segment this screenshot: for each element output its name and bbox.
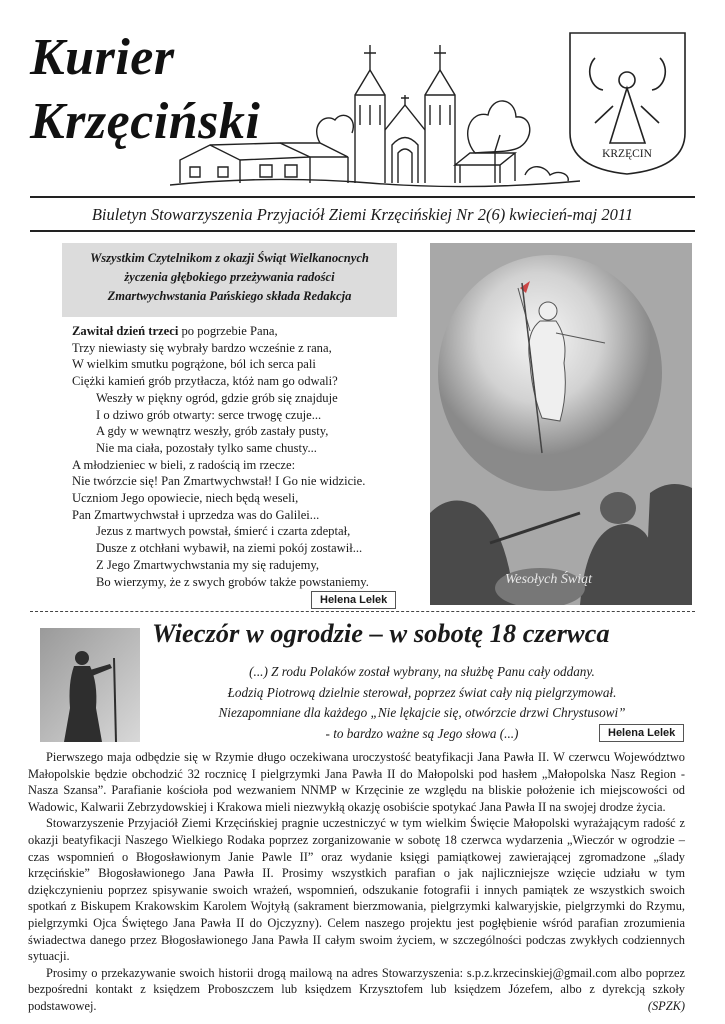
poem-line: Z Jego Zmartwychwstania my się radujemy, [96,557,320,572]
church-village-drawing [170,25,580,195]
article-closing-signature: (SPZK) [647,998,685,1013]
bulletin-subtitle: Biuletyn Stowarzyszenia Przyjaciół Ziemi Krzęcińskiej Nr 2(6) kwiecień-maj 2011 [91,205,634,224]
quote-line: - to bardzo ważne są Jego słowa (...) [325,725,519,741]
article-body [28,749,685,1015]
quote-signature: Helena Lelek [599,724,684,742]
poem-line: Weszły w piękny ogród, gdzie grób się znajduje [96,390,338,405]
poem-first-rest: po pogrzebie Pana, [178,324,278,338]
article-paragraph [28,965,685,1015]
easter-greeting-box [62,243,397,317]
poem-line: I o dziwo grób otwarty: serce trwogę czuje... [96,407,322,422]
masthead-title-line2: Krzęciński [30,93,261,150]
poem-line: Ciężki kamień grób przytłacza, któż nam go odwali? [72,374,338,389]
poem-line: Uczniom Jego opowiecie, niech będą weseli, [72,491,299,506]
article-paragraph-text: Prosimy o przekazywanie swoich historii drogą mailową na adres Stowarzyszenia: s.p.z.krzecinskiej@gmail.com albo poprzez bezpośredni kontakt z księdzem Proboszczem lub księdzem Krzysztofem lub księdzem Józefem, albo z dyrekcją szkoły podstawowej. [28,965,685,1013]
poem-line: A gdy w wewnątrz weszły, grób zastały pusty, [96,424,329,439]
article-headline: Wieczór w ogrodzie – w sobotę 18 czerwca [152,618,610,648]
poem-line: Pan Zmartwychwstał i uprzedza was do Galilei... [72,507,320,522]
emblem-label: KRZĘCIN [602,148,652,160]
painting-caption: Wesołych Świąt [505,572,592,587]
masthead-top-rule [30,196,695,198]
quote-line: Niezapomniane dla każdego „Nie lękajcie się, otwórzcie drzwi Chrystusowi” [218,705,626,720]
poem-line: Dusze z otchłani wybawił, na ziemi pokój zostawił... [96,541,363,556]
poem-line: Nie twórzcie się! Pan Zmartwychwstał! I Go nie widzicie. [72,474,366,489]
section-divider [30,611,695,613]
article-paragraph: Pierwszego maja odbędzie się w Rzymie długo oczekiwana uroczystość beatyfikacji Jana Pawła II. W czerwcu Województwo Małopolskie będzie obchodzić 32 rocznicę I pielgrzymki Jana Pawła II do Małopolski pod hasłem „Małopolska Nasz Region - Nasza Szansa”. Parafianie kościoła pod wezwaniem NNMP w Krzęcinie ze względu na bliskie położenie ich miejscowości od Wadowic, Kalwarii Zebrzydowskiej i Krakowa mieli niezwykłą okazję osobiście spotykać Jana Pawła II na swojej drodze życia. [28,750,685,814]
easter-poem [72,323,407,590]
poem-line: Bo wierzymy, że z swych grobów także powstaniemy. [96,574,369,589]
resurrection-painting [430,243,692,605]
masthead-title-line1: Kurier [30,29,175,86]
poem-signature: Helena Lelek [311,591,396,609]
poem-line: Trzy niewiasty się wybrały bardzo wcześnie z rana, [72,340,332,355]
article-paragraph: Stowarzyszenie Przyjaciół Ziemi Krzęcińskiej pragnie uczestniczyć w tym wielkim Święcie Małopolski wyrażającym radość z okazji beatyfikacji Naszego Wielkiego Rodaka poprzez zorganizowanie w sobotę 18 czerwca wydarzenia „Wieczór w ogrodzie – czas wspomnień o Błogosławionym Janie Pawle II” oraz wydanie księgi pamiątkowej zawierającej zgromadzone „ślady krzęcińskie” Błogosławionego Jana Pawła II. Prosimy wszystkich parafian o jak najliczniejsze wzięcie udziału w tym dziękczynieniu poprzez spisywanie swoich wrażeń, wspomnień, odszukanie fotografii i innych pamiątek ze wszystkich swoich spotkań z Biskupem Krakowskim Karolem Wojtyłą (sakrament bierzmowania, pielgrzymki kalwaryjskie, pielgrzymki do Rzymu, pielgrzymki Ojca Świętego Jana Pawła II do Ojczyzny). Celem naszego projektu jest pogłębienie wśród parafian zrozumienia świadectwa danego przez Błogosławionego Jana Pawła II całym swoim życiem, w szczególności podczas zwykłych codziennych sytuacji. [28,816,685,964]
poem-line: Nie ma ciała, pozostały tylko same chusty... [96,440,317,455]
quote-line: Łodzią Piotrową dzielnie sterował, poprzez świat cały nią pielgrzymował. [227,684,617,700]
greeting-line: życzenia głębokiego przeżywania radości [124,270,335,284]
poem-line: W wielkim smutku pogrążone, ból ich serca pali [72,357,316,372]
masthead-bottom-rule [30,230,695,232]
poem-line: A młodzieniec w bieli, z radością im rzecze: [72,457,296,472]
poem-first-line [72,323,407,340]
poem-line: Jezus z martwych powstał, śmierć i czarta zdeptał, [96,524,351,539]
pope-silhouette-photo [40,628,140,742]
greeting-line: Wszystkim Czytelnikom z okazji Świąt Wielkanocnych [90,251,369,265]
quote-line: (...) Z rodu Polaków został wybrany, na służbę Panu cały oddany. [249,664,595,679]
poem-first-bold: Zawitał dzień trzeci [72,324,179,338]
greeting-line: Zmartwychwstania Pańskiego składa Redakcja [107,289,352,303]
